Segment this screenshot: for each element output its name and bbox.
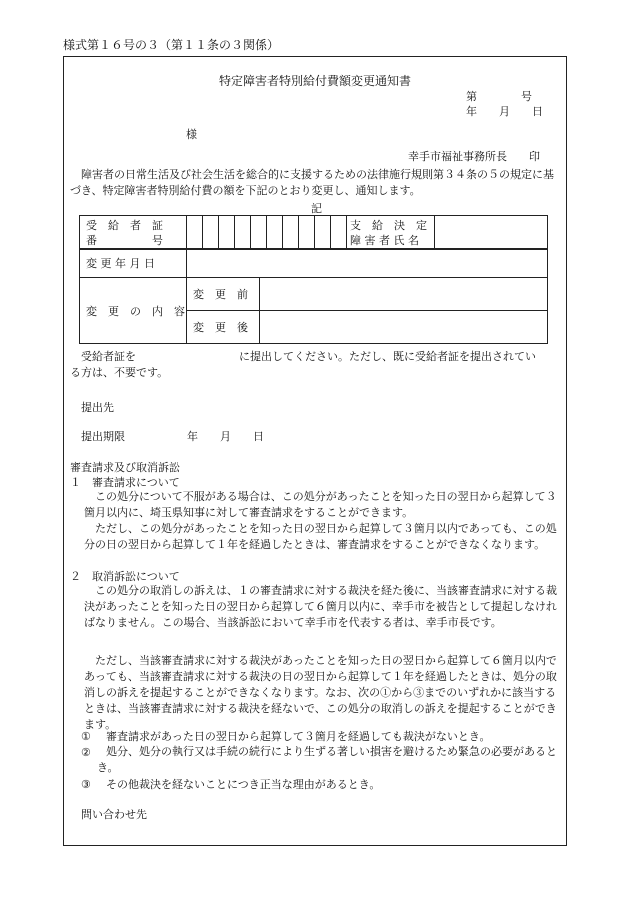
intro-paragraph: 障害者の日常生活及び社会生活を総合的に支援するための法律施行規則第３４条の５の規定に基づき、特定障害者特別給付費の額を下記のとおり変更し、通知します。 xyxy=(70,168,554,197)
recipient-number-digit[interactable] xyxy=(235,216,251,250)
submit-text-c: る方は、不要です。 xyxy=(70,366,169,379)
deadline-label: 提出期限 xyxy=(81,430,125,443)
recipient-number-digit[interactable] xyxy=(251,216,267,250)
section1-title: １ 審査請求について xyxy=(70,476,180,489)
recipient-number-digit[interactable] xyxy=(299,216,315,250)
payment-person-name-field[interactable] xyxy=(435,216,548,250)
appeal-heading: 審査請求及び取消訴訟 xyxy=(70,461,180,474)
item-2-mark: ② xyxy=(81,746,91,759)
recipient-number-digit[interactable] xyxy=(219,216,235,250)
recipient-number-label-line2: 番 号 xyxy=(86,233,163,247)
payment-person-label xyxy=(347,216,435,250)
recipient-number-label-line1: 受 給 者 証 xyxy=(86,218,163,232)
issue-date: 年 月 日 xyxy=(466,105,543,118)
item-3-mark: ③ xyxy=(81,778,91,791)
change-content-label: 変 更 の 内 容 xyxy=(80,278,187,344)
document-number: 第 号 xyxy=(466,90,532,103)
recipient-number-digit[interactable] xyxy=(203,216,219,250)
change-date-field[interactable] xyxy=(187,249,548,278)
submit-to-label: 提出先 xyxy=(81,401,114,414)
after-label: 変 更 後 xyxy=(187,311,260,344)
addressee-suffix: 様 xyxy=(186,128,197,141)
section1-paragraph1: この処分について不服がある場合は、この処分があったことを知った日の翌日から起算して３箇月以内に、埼玉県知事に対して審査請求をすることができます。 xyxy=(84,490,557,519)
section2-title: ２ 取消訴訟について xyxy=(70,570,180,583)
item-3-text: その他裁決を経ないことにつき正当な理由があるとき。 xyxy=(106,778,381,791)
before-field[interactable] xyxy=(260,278,548,311)
submit-text-a: 受給者証を xyxy=(81,350,136,363)
change-date-label: 変 更 年 月 日 xyxy=(80,249,187,278)
form-label: 様式第１６号の３（第１１条の３関係） xyxy=(63,38,280,52)
sender-name: 幸手市福祉事務所長 印 xyxy=(408,150,540,163)
payment-person-label-line1: 支 給 決 定 xyxy=(350,218,427,232)
recipient-number-digit[interactable] xyxy=(267,216,283,250)
recipient-number-label xyxy=(80,216,187,250)
before-label: 変 更 前 xyxy=(187,278,260,311)
section1-paragraph2: ただし、この処分があったことを知った日の翌日から起算して３箇月以内であっても、この処分の日の翌日から起算して１年を経過したときは、審査請求をすることができなくなります。 xyxy=(84,522,557,551)
recipient-number-digit[interactable] xyxy=(283,216,299,250)
section2-paragraph2: ただし、当該審査請求に対する裁決があったことを知った日の翌日から起算して６箇月以内であっても、当該審査請求に対する裁決の日の翌日から起算して１年を経過したときは、処分の取消しの訴えを提起することができなくなります。なお、次の①から③までのいずれかに該当するときは、当該審査請求に対する裁決を経ないで、この処分の取消しの訴えを提起することができます。 xyxy=(84,654,557,731)
ki-label: 記 xyxy=(311,202,322,215)
deadline-date: 年 月 日 xyxy=(187,430,264,443)
document-title: 特定障害者特別給付費額変更通知書 xyxy=(219,74,412,88)
payment-person-label-line2: 障 害 者 氏 名 xyxy=(350,233,419,247)
item-1-mark: ① xyxy=(81,730,91,743)
recipient-number-digit[interactable] xyxy=(315,216,331,250)
info-table xyxy=(79,215,548,250)
section2-paragraph1: この処分の取消しの訴えは、１の審査請求に対する裁決を経た後に、当該審査請求に対する裁決があったことを知った日の翌日から起算して６箇月以内に、幸手市を被告として提起しなければなりません。この場合、当該訴訟において幸手市を代表する者は、幸手市長です。 xyxy=(84,584,557,629)
item-1-text: 審査請求があった日の翌日から起算して３箇月を経過しても裁決がないとき。 xyxy=(106,730,491,743)
item-2-text: 処分、処分の執行又は手続の続行により生ずる著しい損害を避けるため緊急の必要があるとき。 xyxy=(97,745,557,774)
submit-text-b: に提出してください。ただし、既に受給者証を提出されてい xyxy=(239,350,536,363)
recipient-number-digit[interactable] xyxy=(331,216,347,250)
recipient-number-digit[interactable] xyxy=(187,216,203,250)
after-field[interactable] xyxy=(260,311,548,344)
change-table xyxy=(79,248,548,344)
contact-label: 問い合わせ先 xyxy=(81,808,147,821)
